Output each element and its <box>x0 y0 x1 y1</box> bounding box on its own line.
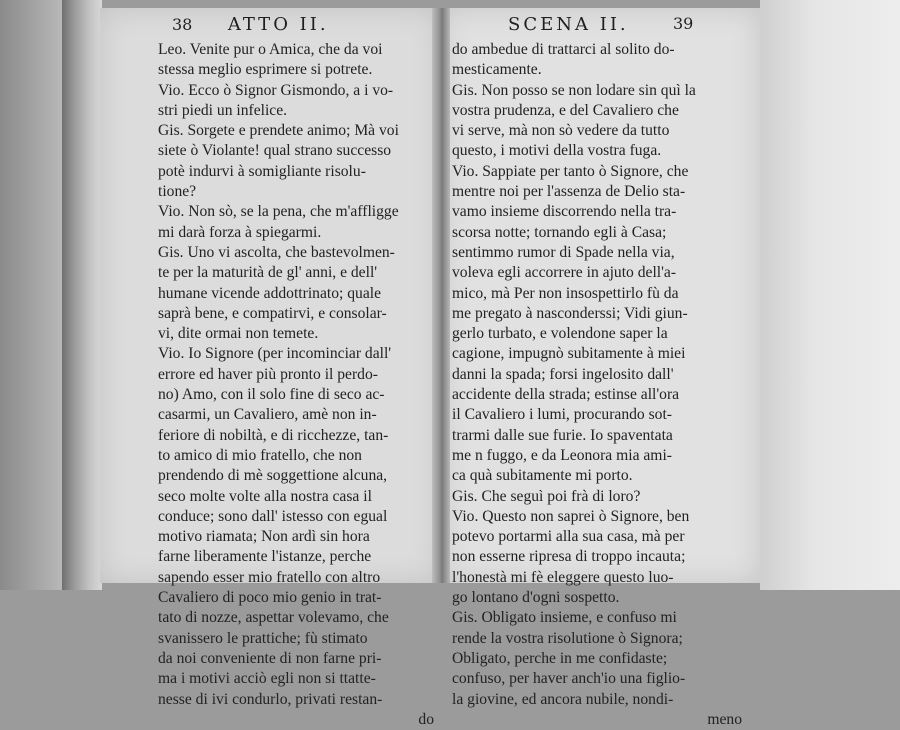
left-page-text-line: casarmi, un Cavaliero, amè non in- <box>158 406 377 424</box>
right-page-text-line: do ambedue di trattarci al solito do- <box>452 41 675 58</box>
right-page-text-line: vi serve, mà non sò vedere da tutto <box>452 122 670 140</box>
right-page-text-line: rende la vostra risolutione ò Signora; <box>452 629 683 647</box>
book-gutter <box>432 8 450 583</box>
right-page-text-line: accidente della strada; estinse all'ora <box>452 386 680 404</box>
right-page-text-line: questo, i motivi della vostra fuga. <box>452 142 662 160</box>
left-page-text-line: Gis. Sorgete e prendete animo; Mà voi <box>158 122 399 140</box>
left-page-text-line: Vio. Io Signore (per incominciar dall' <box>158 345 392 363</box>
right-page-text-line: Gis. Non posso se non lodare sin quì la <box>452 81 696 99</box>
right-page-text-line: vamo insieme discorrendo nella tra- <box>452 203 677 221</box>
right-page-text-line: meno <box>707 710 742 728</box>
left-page-text-line: Gis. Uno vi ascolta, che bastevolmen- <box>158 243 395 261</box>
left-page-text-line: nesse di ivi condurlo, privati restan- <box>158 690 383 708</box>
left-running-head: ATTO II. <box>227 14 329 35</box>
right-page-text-line: me pregato à nasconderssi; Vidi giun- <box>452 304 688 322</box>
right-page-text-line: confuso, per haver anch'io una figlio- <box>452 670 686 688</box>
left-page-text-line: stessa meglio esprimere si potrete. <box>158 61 373 79</box>
right-page-text-line: scorsa notte; tornando egli à Casa; <box>452 223 667 241</box>
background-left <box>0 0 70 590</box>
left-page-text-line: da noi conveniente di non farne pri- <box>158 649 382 667</box>
background-right <box>760 0 900 590</box>
left-page-text-line: feriore di nobiltà, e di ricchezze, tan- <box>158 426 389 444</box>
left-page-text-line: motivo riamata; Non ardì sin hora <box>158 528 370 546</box>
left-page-text-line: to amico di mio fratello, che non <box>158 446 362 464</box>
left-page-text-line: prendendo di mè soggettione alcuna, <box>158 467 388 485</box>
right-page-text-line: me n fuggo, e da Leonora mia ami- <box>452 446 672 464</box>
right-page-text-line: Gis. Che seguì poi frà di loro? <box>452 487 641 505</box>
left-page-number: 38 <box>172 15 193 34</box>
right-page-text-line: trarmi dalle sue furie. Io spaventata <box>452 426 673 444</box>
left-page-text-line: saprà bene, e compatirvi, e consolar- <box>158 304 387 322</box>
right-page-text-line: la giovine, ed ancora nubile, nondi- <box>452 690 674 708</box>
left-page-text-line: te per la maturità de gl' anni, e dell' <box>158 264 378 282</box>
left-page-text-line: vi, dite ormai non temete. <box>158 325 319 343</box>
left-page-text-line: Vio. Non sò, se la pena, che m'affligge <box>158 203 399 221</box>
left-page-text-line: Cavaliero di poco mio genio in trat- <box>158 589 382 607</box>
left-page-text-line: ma i motivi acciò egli non si ttatte- <box>158 670 376 688</box>
right-page-text-line: Vio. Sappiate per tanto ò Signore, che <box>452 162 689 180</box>
right-page-text <box>452 40 742 730</box>
left-page-text-line: svanissero le prattiche; fù stimato <box>158 629 368 647</box>
left-page-text-line: humane vicende addottrinato; quale <box>158 284 381 302</box>
left-page-text-line: potè indurvi à somigliante risolu- <box>158 162 366 180</box>
right-page-text-line: l'honestà mi fè eleggere questo luo- <box>452 568 674 586</box>
right-page-text-line: vostra prudenza, e del Cavaliero che <box>452 101 679 119</box>
left-page-text-line: tione? <box>158 183 197 201</box>
left-page-text-line: Vio. Ecco ò Signor Gismondo, a i vo- <box>158 81 394 99</box>
right-page-text-line: danni la spada; forsi ingelosito dall' <box>452 365 674 383</box>
right-page-text-line: Gis. Obligato insieme, e confuso mi <box>452 609 677 627</box>
left-page-text-line: sapendo esser mio fratello con altro <box>158 568 381 586</box>
right-page-text-line: non esserne ripresa di troppo incauta; <box>452 548 686 566</box>
right-page-text-line: potevo portarmi alla sua casa, mà per <box>452 528 685 546</box>
right-page-text-line: voleva egli accorrere in ajuto dell'a- <box>452 264 677 282</box>
left-page-text-line: Leo. Venite pur o Amica, che da voi <box>158 41 383 58</box>
left-page-text-line: conduce; sono dall' istesso con egual <box>158 507 388 525</box>
left-page-text-line: mi darà forza à spiegarmi. <box>158 223 322 241</box>
right-page-text-line: mesticamente. <box>452 61 542 79</box>
right-page-text-line: Obligato, perche in me confidaste; <box>452 649 668 667</box>
left-page-text-line: no) Amo, con il solo fine di seco ac- <box>158 386 385 404</box>
book-cover-edge <box>62 0 102 590</box>
left-page-text-line: stri piedi un infelice. <box>158 101 288 119</box>
left-page-text-line: tato di nozze, aspettar volevamo, che <box>158 609 389 627</box>
right-page-text-line: gerlo turbato, e volendone saper la <box>452 325 668 343</box>
left-page-text <box>158 40 434 730</box>
right-page-number: 39 <box>673 14 694 33</box>
left-page-text-line: siete ò Violante! qual strano successo <box>158 142 392 160</box>
right-page-text-line: sentimmo rumor di Spade nella via, <box>452 243 675 261</box>
left-page-text-line: do <box>418 710 434 728</box>
left-page-text-line: errore ed haver più pronto il perdo- <box>158 365 378 383</box>
left-page-text-line: seco molte volte alla nostra casa il <box>158 487 372 505</box>
right-running-head: SCENA II. <box>508 14 629 35</box>
right-page-text-line: mico, mà Per non insospettirlo fù da <box>452 284 679 302</box>
right-page-text-line: ca quà subitamente mi porto. <box>452 467 633 485</box>
right-page-text-line: go lontano d'ogni sospetto. <box>452 589 620 607</box>
right-page-text-line: cagione, impugnò subitamente à miei <box>452 345 686 363</box>
right-page-text-line: Vio. Questo non saprei ò Signore, ben <box>452 507 690 525</box>
left-page-header <box>172 14 432 40</box>
right-page-text-line: mentre noi per l'assenza de Delio sta- <box>452 183 686 201</box>
left-page-text-line: farne liberamente l'istanze, perche <box>158 548 372 566</box>
right-page-text-line: il Cavaliero i lumi, procurando sot- <box>452 406 672 424</box>
